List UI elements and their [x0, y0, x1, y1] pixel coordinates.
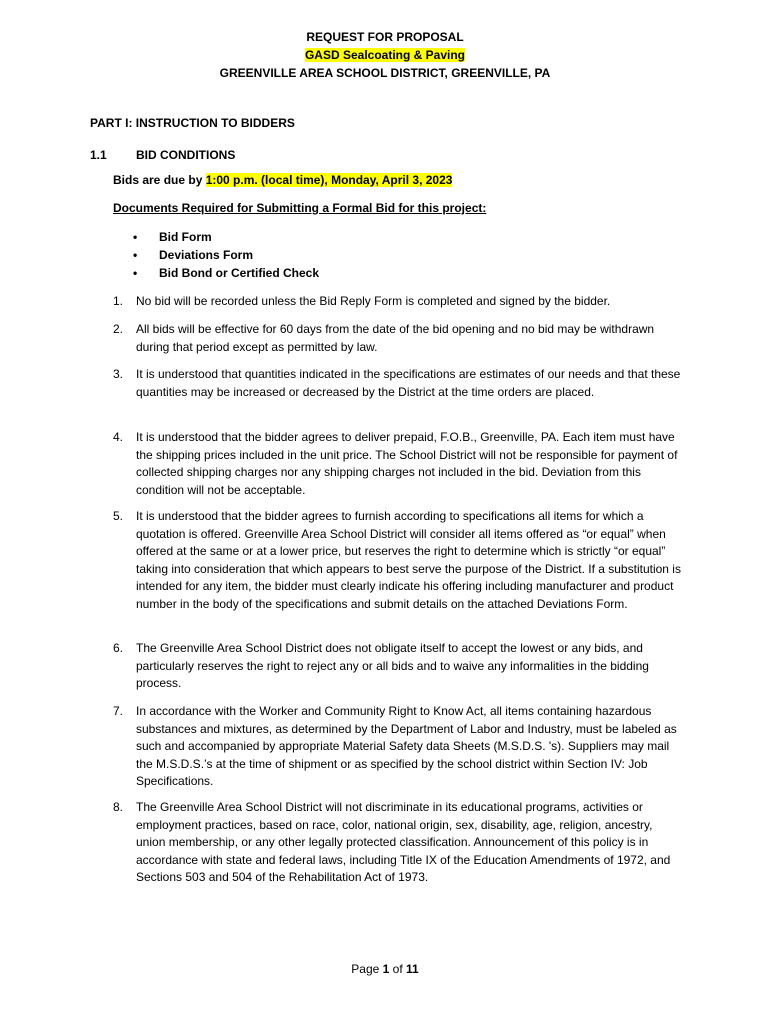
- page-of: of: [389, 962, 407, 976]
- section-title: BID CONDITIONS: [136, 148, 236, 162]
- project-title: [0, 48, 770, 62]
- item-number: 1.: [113, 294, 124, 308]
- item-text: It is understood that the bidder agrees to furnish according to specifications all items for which a quotation is offered. Greenville Area School District will consider all items offered as “or equal” when offered at the same or at a lower price, but reserves the right to determine which is strictly “or equal” taking into consideration that which appears to best serve the purpose of the District. If a substitution is intended for any item, the bidder must clearly indicate his offering including manufacturer and product number in the body of the specifications and submit details on the attached Deviations Form.: [136, 509, 681, 611]
- page-total: 11: [406, 962, 419, 976]
- bids-due-line: [113, 173, 452, 187]
- page-number: [0, 962, 770, 976]
- item-number: 2.: [113, 322, 124, 336]
- condition-item-7: [113, 703, 683, 791]
- condition-item-1: [113, 293, 683, 311]
- condition-item-4: [113, 429, 683, 499]
- item-text: No bid will be recorded unless the Bid Reply Form is completed and signed by the bidder.: [136, 294, 611, 308]
- district-title: GREENVILLE AREA SCHOOL DISTRICT, GREENVILLE, PA: [219, 66, 551, 80]
- bids-due-date: 1:00 p.m. (local time), Monday, April 3, 2023: [205, 173, 453, 187]
- item-number: 3.: [113, 367, 124, 381]
- page-current: 1: [382, 962, 390, 976]
- documents-list: [133, 228, 319, 282]
- condition-item-6: [113, 640, 683, 693]
- item-text: All bids will be effective for 60 days from the date of the bid opening and no bid may be withdrawn during that period except as permitted by law.: [136, 322, 655, 354]
- bids-due-label: Bids are due by: [113, 173, 206, 187]
- item-text: The Greenville Area School District will not discriminate in its educational programs, activities or employment practices, based on race, color, national origin, sex, disability, age, religion, ancestry, union membership, or any other legally protected classification. Announcement of this policy is in accordance with state and federal laws, including Title IX of the Education Amendments of 1972, and Sections 503 and 504 of the Rehabilitation Act of 1973.: [136, 800, 671, 884]
- list-item: • Deviations Form: [133, 246, 319, 264]
- title-request-for-proposal: REQUEST FOR PROPOSAL: [306, 30, 464, 44]
- item-number: 5.: [113, 509, 124, 523]
- item-text: It is understood that quantities indicated in the specifications are estimates of our needs and that these quantities may be increased or decreased by the District at the time orders are placed.: [136, 367, 681, 399]
- part-title: PART I: INSTRUCTION TO BIDDERS: [90, 116, 295, 130]
- section-number: 1.1: [90, 148, 107, 162]
- list-item: • Bid Form: [133, 228, 319, 246]
- item-number: 7.: [113, 704, 124, 718]
- project-title-highlight: GASD Sealcoating & Paving: [304, 48, 466, 62]
- item-text: The Greenville Area School District does not obligate itself to accept the lowest or any bids, and particularly reserves the right to reject any or all bids and to waive any informalities in the bidding process.: [136, 641, 649, 690]
- list-item: • Bid Bond or Certified Check: [133, 264, 319, 282]
- item-text: In accordance with the Worker and Community Right to Know Act, all items containing hazardous substances and mixtures, as determined by the Department of Labor and Industry, must be labeled as such and accompanied by appropriate Material Safety data Sheets (M.S.D.S. 's). Suppliers may mail the M.S.D.S.’s at the time of shipment or as specified by the school district within Section IV: Job Specifications.: [136, 704, 677, 788]
- page-prefix: Page: [351, 962, 383, 976]
- item-number: 4.: [113, 430, 124, 444]
- condition-item-2: [113, 321, 683, 356]
- item-number: 6.: [113, 641, 124, 655]
- condition-item-5: [113, 508, 683, 613]
- condition-item-8: [113, 799, 683, 887]
- condition-item-3: [113, 366, 683, 401]
- item-text: It is understood that the bidder agrees to deliver prepaid, F.O.B., Greenville, PA. Each item must have the shipping prices included in the unit price. The School District will not be responsible for payment of collected shipping charges nor any shipping charges not included in the bid. Deviation from this condition will not be acceptable.: [136, 430, 678, 497]
- item-number: 8.: [113, 800, 124, 814]
- documents-heading: Documents Required for Submitting a Formal Bid for this project:: [113, 201, 487, 215]
